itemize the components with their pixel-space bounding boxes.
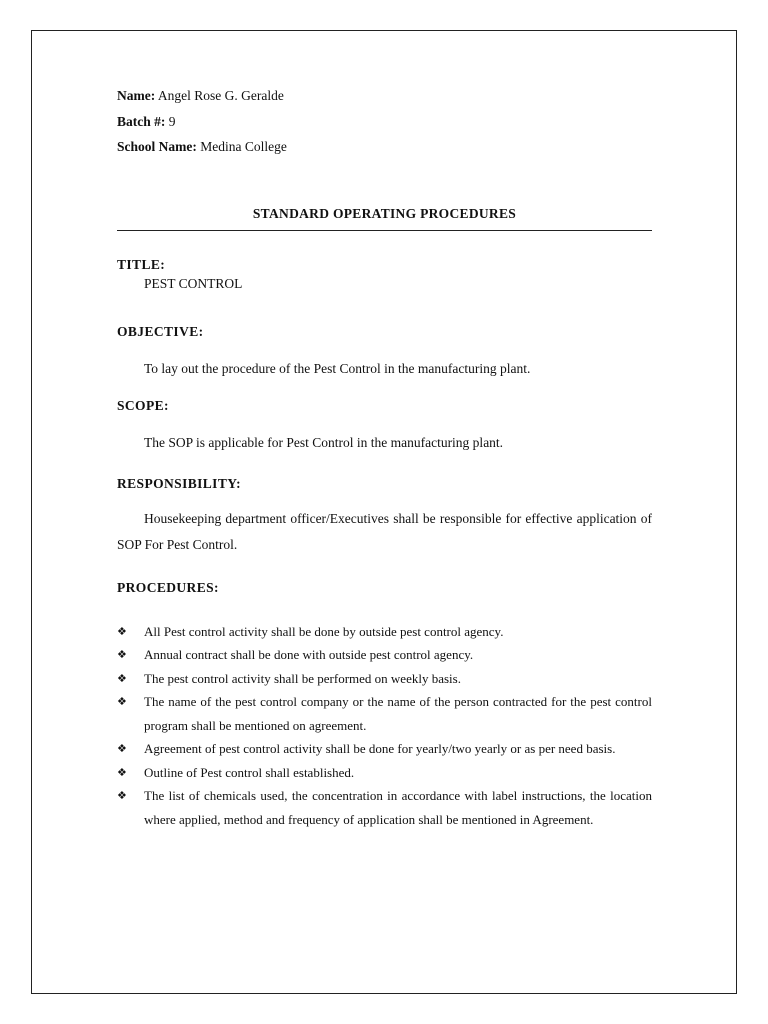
procedure-text: The list of chemicals used, the concentration in accordance with label instructions, the location where applied, method and frequency of application shall be mentioned in Agreement. [144, 788, 652, 827]
diamond-bullet-icon: ❖ [117, 671, 127, 685]
document-body [117, 86, 652, 831]
procedures-label: PROCEDURES: [117, 579, 219, 595]
scope-text: The SOP is applicable for Pest Control in the manufacturing plant. [144, 434, 504, 450]
batch-label: Batch #: [117, 113, 166, 129]
procedures-list [117, 620, 652, 832]
list-item [117, 784, 652, 831]
objective-text: To lay out the procedure of the Pest Control in the manufacturing plant. [144, 360, 531, 376]
list-item [117, 690, 652, 737]
diamond-bullet-icon: ❖ [117, 789, 127, 802]
school-line [117, 137, 652, 163]
title-label: TITLE: [117, 256, 166, 272]
diamond-bullet-icon: ❖ [117, 742, 127, 755]
name-label: Name: [117, 88, 156, 103]
procedure-text: Annual contract shall be done with outside pest control agency. [144, 647, 474, 662]
list-item [117, 643, 652, 667]
responsibility-text: Housekeeping department officer/Executives shall be responsible for effective application of SOP For Pest Control. [117, 510, 652, 552]
procedure-text: Agreement of pest control activity shall be done for yearly/two yearly or as per need basis. [144, 741, 616, 756]
procedure-text: Outline of Pest control shall established. [144, 764, 355, 780]
name-line [117, 86, 652, 112]
batch-line [117, 112, 652, 138]
document-title: STANDARD OPERATING PROCEDURES [117, 206, 652, 231]
procedure-text: The name of the pest control company or the name of the person contracted for the pest control program shall be mentioned on agreement. [144, 694, 652, 733]
name-value: Angel Rose G. Geralde [157, 88, 284, 103]
responsibility-label: RESPONSIBILITY: [117, 475, 242, 491]
title-value: PEST CONTROL [144, 275, 243, 291]
list-item [117, 761, 652, 785]
batch-value: 9 [168, 113, 176, 129]
procedure-text: All Pest control activity shall be done by outside pest control agency. [144, 623, 504, 639]
list-item [117, 620, 652, 644]
school-label: School Name: [117, 139, 197, 154]
objective-label: OBJECTIVE: [117, 323, 204, 339]
diamond-bullet-icon: ❖ [117, 765, 127, 779]
school-value: Medina College [200, 139, 287, 154]
procedure-text: The pest control activity shall be performed on weekly basis. [144, 670, 461, 686]
scope-label: SCOPE: [117, 397, 169, 413]
diamond-bullet-icon: ❖ [117, 648, 127, 661]
diamond-bullet-icon: ❖ [117, 624, 127, 638]
diamond-bullet-icon: ❖ [117, 695, 127, 708]
list-item [117, 737, 652, 761]
list-item [117, 667, 652, 691]
